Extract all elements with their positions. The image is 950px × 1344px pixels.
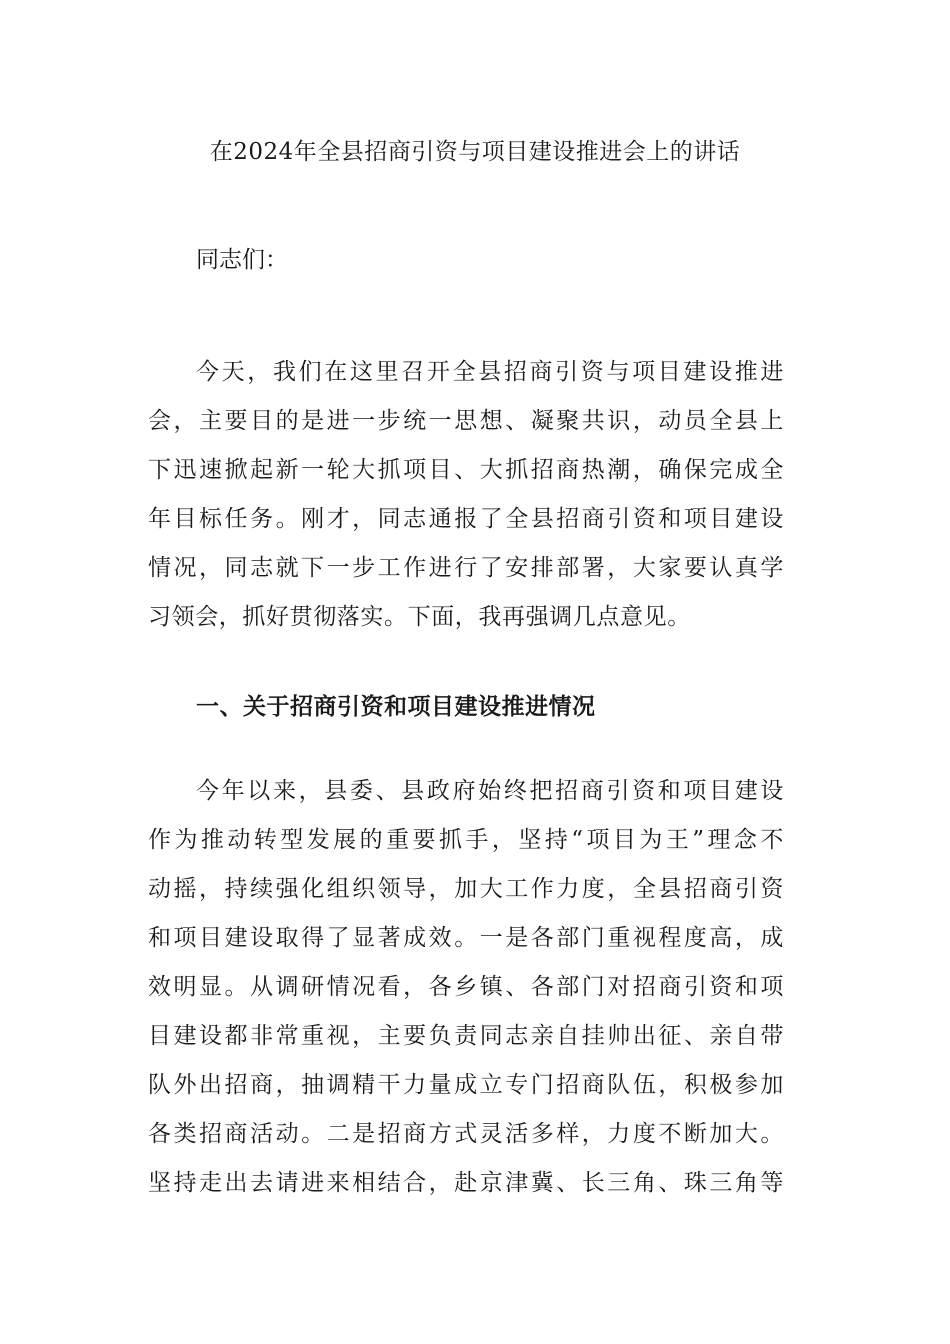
paragraph-line: 队外出招商，抽调精干力量成立专门招商队伍，积极参加: [148, 1072, 784, 1098]
paragraph-line: 今天，我们在这里召开全县招商引资与项目建设推进: [196, 359, 784, 385]
paragraph-line: 动摇，持续强化组织领导，加大工作力度，全县招商引资: [148, 876, 784, 902]
paragraph-line: 情况，同志就下一步工作进行了安排部署，大家要认真学: [148, 555, 784, 581]
paragraph-line: 会，主要目的是进一步统一思想、凝聚共识，动员全县上: [148, 408, 784, 434]
section-heading: 一、关于招商引资和项目建设推进情况: [196, 693, 596, 720]
document-title: 在2024年全县招商引资与项目建设推进会上的讲话: [209, 139, 741, 165]
paragraph-line: 效明显。从调研情况看，各乡镇、各部门对招商引资和项: [148, 974, 784, 1000]
paragraph-line: 和项目建设取得了显著成效。一是各部门重视程度高，成: [148, 925, 784, 951]
paragraph-line: 今年以来，县委、县政府始终把招商引资和项目建设: [196, 778, 784, 804]
paragraph-line: 下迅速掀起新一轮大抓项目、大抓招商热潮，确保完成全: [148, 457, 784, 483]
salutation: 同志们：: [196, 247, 288, 273]
paragraph-section1: [148, 774, 784, 1215]
paragraph-intro: [148, 355, 784, 649]
paragraph-line: 各类招商活动。二是招商方式灵活多样，力度不断加大。: [148, 1121, 784, 1147]
paragraph-line: 坚持走出去请进来相结合，赴京津冀、长三角、珠三角等: [148, 1170, 784, 1196]
paragraph-line: 习领会，抓好贯彻落实。下面，我再强调几点意见。: [148, 604, 691, 630]
paragraph-line: 作为推动转型发展的重要抓手，坚持“项目为王”理念不: [148, 827, 784, 853]
paragraph-line: 年目标任务。刚才，同志通报了全县招商引资和项目建设: [148, 506, 784, 532]
paragraph-line: 目建设都非常重视，主要负责同志亲自挂帅出征、亲自带: [148, 1023, 784, 1049]
